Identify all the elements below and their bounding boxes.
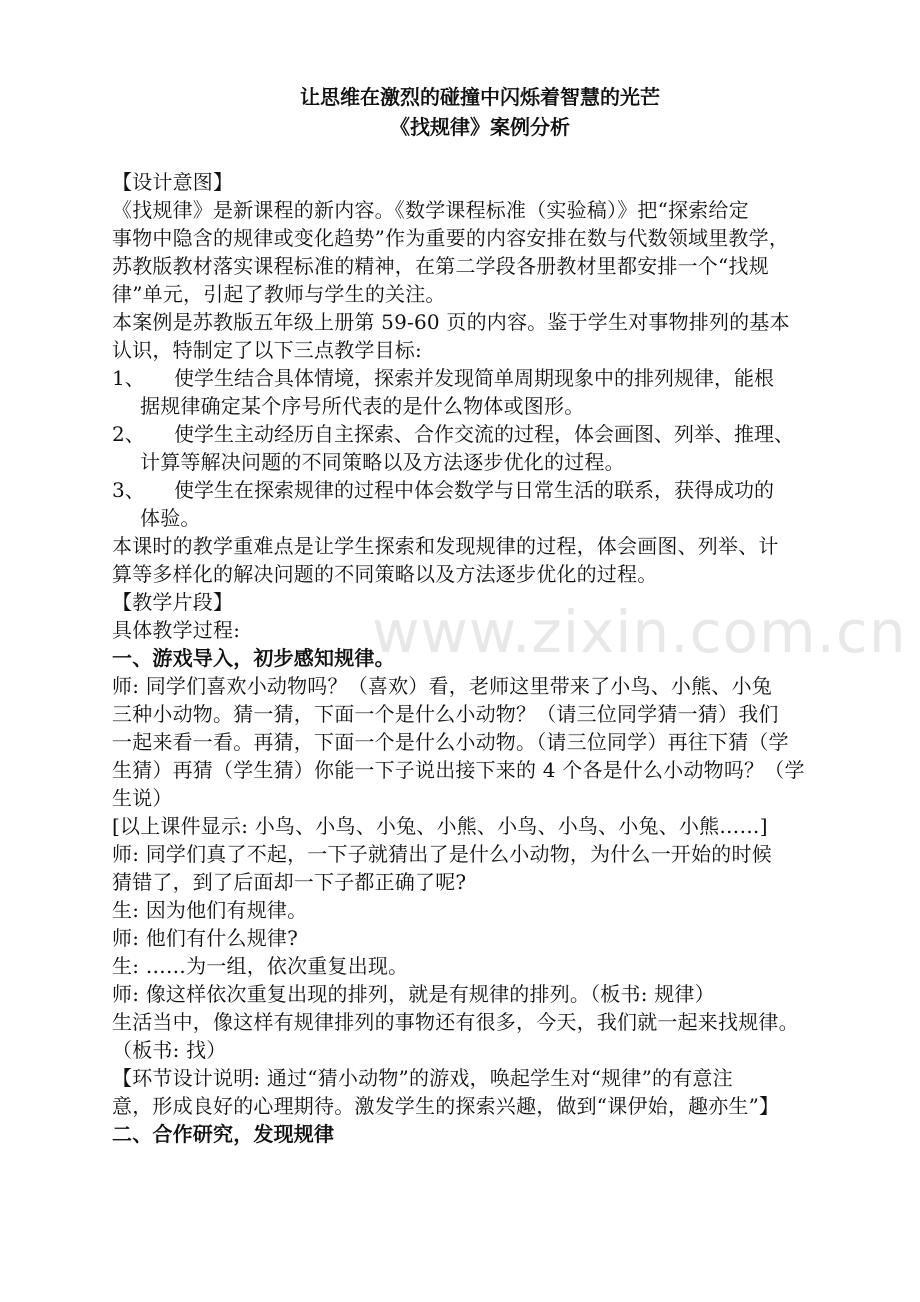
dialogue-line: 一起来看一看。再猜，下面一个是什么小动物。（请三位同学）再往下猜（学 (112, 730, 789, 754)
section-heading: 一、游戏导入，初步感知规律。 (112, 646, 395, 670)
design-note: 意，形成良好的心理期待。激发学生的探索兴趣，做到“课伊始，趣亦生”】 (112, 1094, 780, 1118)
goal-item (112, 364, 832, 392)
courseware-note: [以上课件显示: 小鸟、小鸟、小兔、小熊、小鸟、小鸟、小兔、小熊……] (112, 814, 768, 838)
paragraph-line: 算等多样化的解决问题的不同策略以及方法逐步优化的过程。 (112, 562, 658, 586)
dialogue-line: 师: 他们有什么规律? (112, 926, 299, 950)
design-heading: 【设计意图】 (112, 170, 234, 194)
dialogue-line: 师: 同学们喜欢小动物吗？（喜欢）看，老师这里带来了小鸟、小熊、小兔 (112, 674, 772, 698)
design-note: 【环节设计说明: 通过“猜小动物”的游戏，唤起学生对“规律”的有意注 (112, 1066, 733, 1090)
goal-item (112, 476, 832, 504)
watermark: www.zixin.com.cn (372, 598, 907, 666)
dialogue-line: 生活当中，像这样有规律排列的事物还有很多，今天，我们就一起来找规律。 (112, 1010, 799, 1034)
dialogue-line: 生: 因为他们有规律。 (112, 898, 308, 922)
goal-text: 使学生结合具体情境，探索并发现简单周期现象中的排列规律，能根 (174, 366, 774, 390)
section-heading: 二、合作研究，发现规律 (112, 1122, 335, 1146)
goal-text-continued: 计算等解决问题的不同策略以及方法逐步优化的过程。 (140, 450, 625, 474)
goal-text: 使学生在探索规律的过程中体会数学与日常生活的联系，获得成功的 (174, 478, 774, 502)
dialogue-line: 三种小动物。猜一猜，下面一个是什么小动物？（请三位同学猜一猜）我们 (112, 702, 779, 726)
goal-number: 1、 (112, 366, 145, 390)
goal-number: 3、 (112, 478, 145, 502)
dialogue-line: （板书: 找） (112, 1038, 227, 1062)
process-label: 具体教学过程: (112, 618, 241, 642)
dialogue-line: 生猜）再猜（学生猜）你能一下子说出接下来的 4 个各是什么小动物吗？（学 (112, 758, 805, 782)
goal-list (112, 364, 832, 532)
goal-text-continued: 体验。 (140, 506, 201, 530)
document-subtitle: 《找规律》案例分析 (390, 115, 570, 139)
teaching-heading: 【教学片段】 (112, 590, 234, 614)
goal-text: 使学生主动经历自主探索、合作交流的过程，体会画图、列举、推理、 (174, 422, 794, 446)
paragraph-line: 本案例是苏教版五年级上册第 59-60 页的内容。鉴于学生对事物排列的基本 (112, 310, 790, 334)
goal-number: 2、 (112, 422, 145, 446)
paragraph-line: 本课时的教学重难点是让学生探索和发现规律的过程，体会画图、列举、计 (112, 534, 779, 558)
dialogue-line: 生说） (112, 786, 173, 810)
dialogue-line: 猜错了，到了后面却一下子都正确了呢? (112, 870, 467, 894)
document-title: 让思维在激烈的碰撞中闪烁着智慧的光芒 (300, 85, 660, 109)
dialogue-line: 师: 像这样依次重复出现的排列，就是有规律的排列。（板书: 规律） (112, 982, 715, 1006)
paragraph-line: 律”单元，引起了教师与学生的关注。 (112, 282, 446, 306)
goal-item (112, 420, 832, 448)
paragraph-line: 认识，特制定了以下三点教学目标: (112, 338, 422, 362)
paragraph-line: 事物中隐含的规律或变化趋势”作为重要的内容安排在数与代数领域里教学， (112, 226, 790, 250)
document-page (112, 82, 832, 1148)
paragraph-line: 苏教版教材落实课程标准的精神，在第二学段各册教材里都安排一个“找规 (112, 254, 769, 278)
goal-text-continued: 据规律确定某个序号所代表的是什么物体或图形。 (140, 394, 585, 418)
paragraph-line: 《找规律》是新课程的新内容。《数学课程标准（实验稿）》把“探索给定 (112, 198, 749, 222)
dialogue-line: 生: ……为一组，依次重复出现。 (112, 954, 409, 978)
dialogue-line: 师: 同学们真了不起，一下子就猜出了是什么小动物，为什么一开始的时候 (112, 842, 772, 866)
